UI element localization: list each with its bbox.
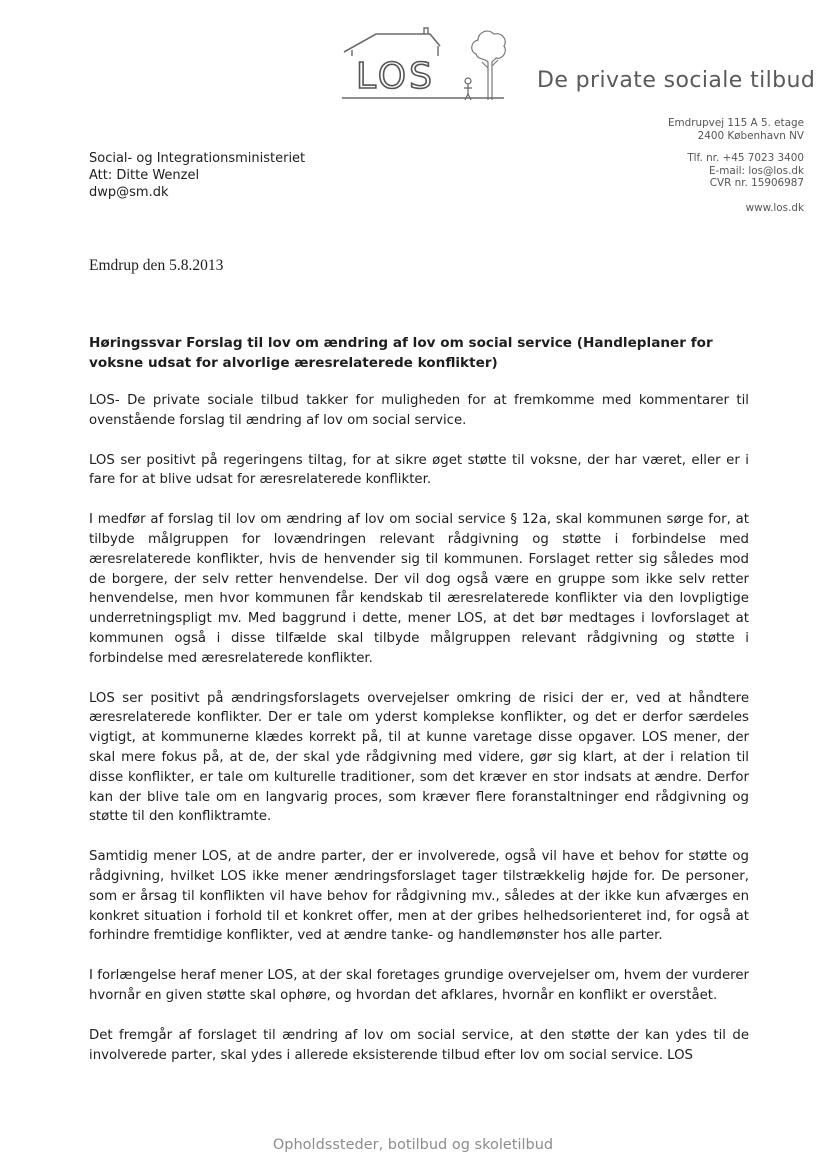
body-paragraph: Samtidig mener LOS, at de andre parter, der er involverede, også vil have et behov for støtte og rådgivning, hvilket LOS ikke mener ændringsforslaget tager tilstrækkelig højde for. De personer, som er årsag til konflikten vil have behov for rådgivning mv., således at der ikke kun afværges en konkret situation i forhold til et konkret offer, men at der gribes helhedsorienteret ind, for også at forhindre fremtidige konflikter, ved at ændre tanke- og handlemønster hos alle parter. xyxy=(89,849,749,944)
body-paragraph: LOS ser positivt på ændringsforslagets overvejelser omkring de risici der er, ved at håndtere æresrelaterede konflikter. Der er tale om yderst komplekse konflikter, og det er derfor særdeles vigtigt, at kommunerne klædes korrekt på, til at kunne varetage disse opgaver. LOS mener, der skal mere fokus på, at de, der skal yde rådgivning med videre, gør sig klart, at der i relation til disse konflikter, er tale om kulturelle traditioner, som det kræver en stor indsats at ændre. Derfor kan der blive tale om en langvarig proces, som kræver flere foranstaltninger end rådgivning og støtte til den konfliktramte. xyxy=(89,690,749,825)
letterhead-tagline: De private sociale tilbud xyxy=(537,68,816,93)
sender-city: 2400 København NV xyxy=(697,129,804,142)
page-footer: Opholdssteder, botilbud og skoletilbud xyxy=(272,1137,554,1153)
body-paragraph: LOS ser positivt på regeringens tiltag, for at sikre øget støtte til voksne, der har været, eller er i fare for at blive udsat for æresrelaterede konflikter. xyxy=(89,452,749,488)
sender-cvr: CVR nr. 15906987 xyxy=(709,177,804,189)
recipient-organization: Social- og Integrationsministeriet xyxy=(89,151,306,166)
logo-house-tree-icon xyxy=(338,24,508,104)
body-paragraph: Det fremgår af forslaget til ændring af lov om social service, at den støtte der kan ydes til de involverede parter, skal ydes i allerede eksisterende tilbud efter lov om social service. LOS xyxy=(89,1027,749,1063)
los-logo xyxy=(338,24,508,104)
sender-email: E-mail: los@los.dk xyxy=(708,164,804,177)
recipient-attention: Att: Ditte Wenzel xyxy=(89,168,200,183)
letter-date: Emdrup den 5.8.2013 xyxy=(89,257,224,274)
body-paragraph: LOS- De private sociale tilbud takker for muligheden for at fremkomme med kommentarer til ovenstående forslag til ændring af lov om social service. xyxy=(89,393,749,428)
logo-text: LOS xyxy=(356,56,435,97)
body-paragraph: I forlængelse heraf mener LOS, at der skal foretages grundige overvejelser om, hvem der vurderer hvornår en given støtte skal ophøre, og hvordan det afklares, hvornår en konflikt er overstået. xyxy=(89,968,749,1003)
sender-address-block xyxy=(668,117,804,190)
sender-phone: Tlf. nr. +45 7023 3400 xyxy=(687,152,804,164)
recipient-email: dwp@sm.dk xyxy=(89,185,169,200)
sender-street: Emdrupvej 115 A 5. etage xyxy=(667,117,804,129)
body-paragraph: I medfør af forslag til lov om ændring af lov om social service § 12a, skal kommunen sørge for, at tilbyde målgruppen for lovændringen relevant rådgivning og støtte i forbindelse med æresrelaterede konflikter, hvis de henvender sig til kommunen. Forslaget retter sig således mod de borgere, der selv retter henvendelse. Der vil dog også være en gruppe som ikke selv retter henvendelse, men hvor kommunen får kendskab til æresrelaterede konflikter via den lovpligtige underretningspligt mv. Med baggrund i dette, mener LOS, at det bør medtages i lovforslaget at kommunen også i disse tilfælde skal tilbyde målgruppen relevant rådgivning og støtte i forbindelse med æresrelaterede konflikter. xyxy=(89,512,749,666)
sender-website: www.los.dk xyxy=(745,202,804,214)
letter-subject: Høringssvar Forslag til lov om ændring af lov om social service (Handleplaner for voksne udsat for alvorlige æresrelaterede konflikter) xyxy=(89,335,713,371)
recipient-block xyxy=(89,150,305,201)
letter-body xyxy=(89,391,749,1085)
